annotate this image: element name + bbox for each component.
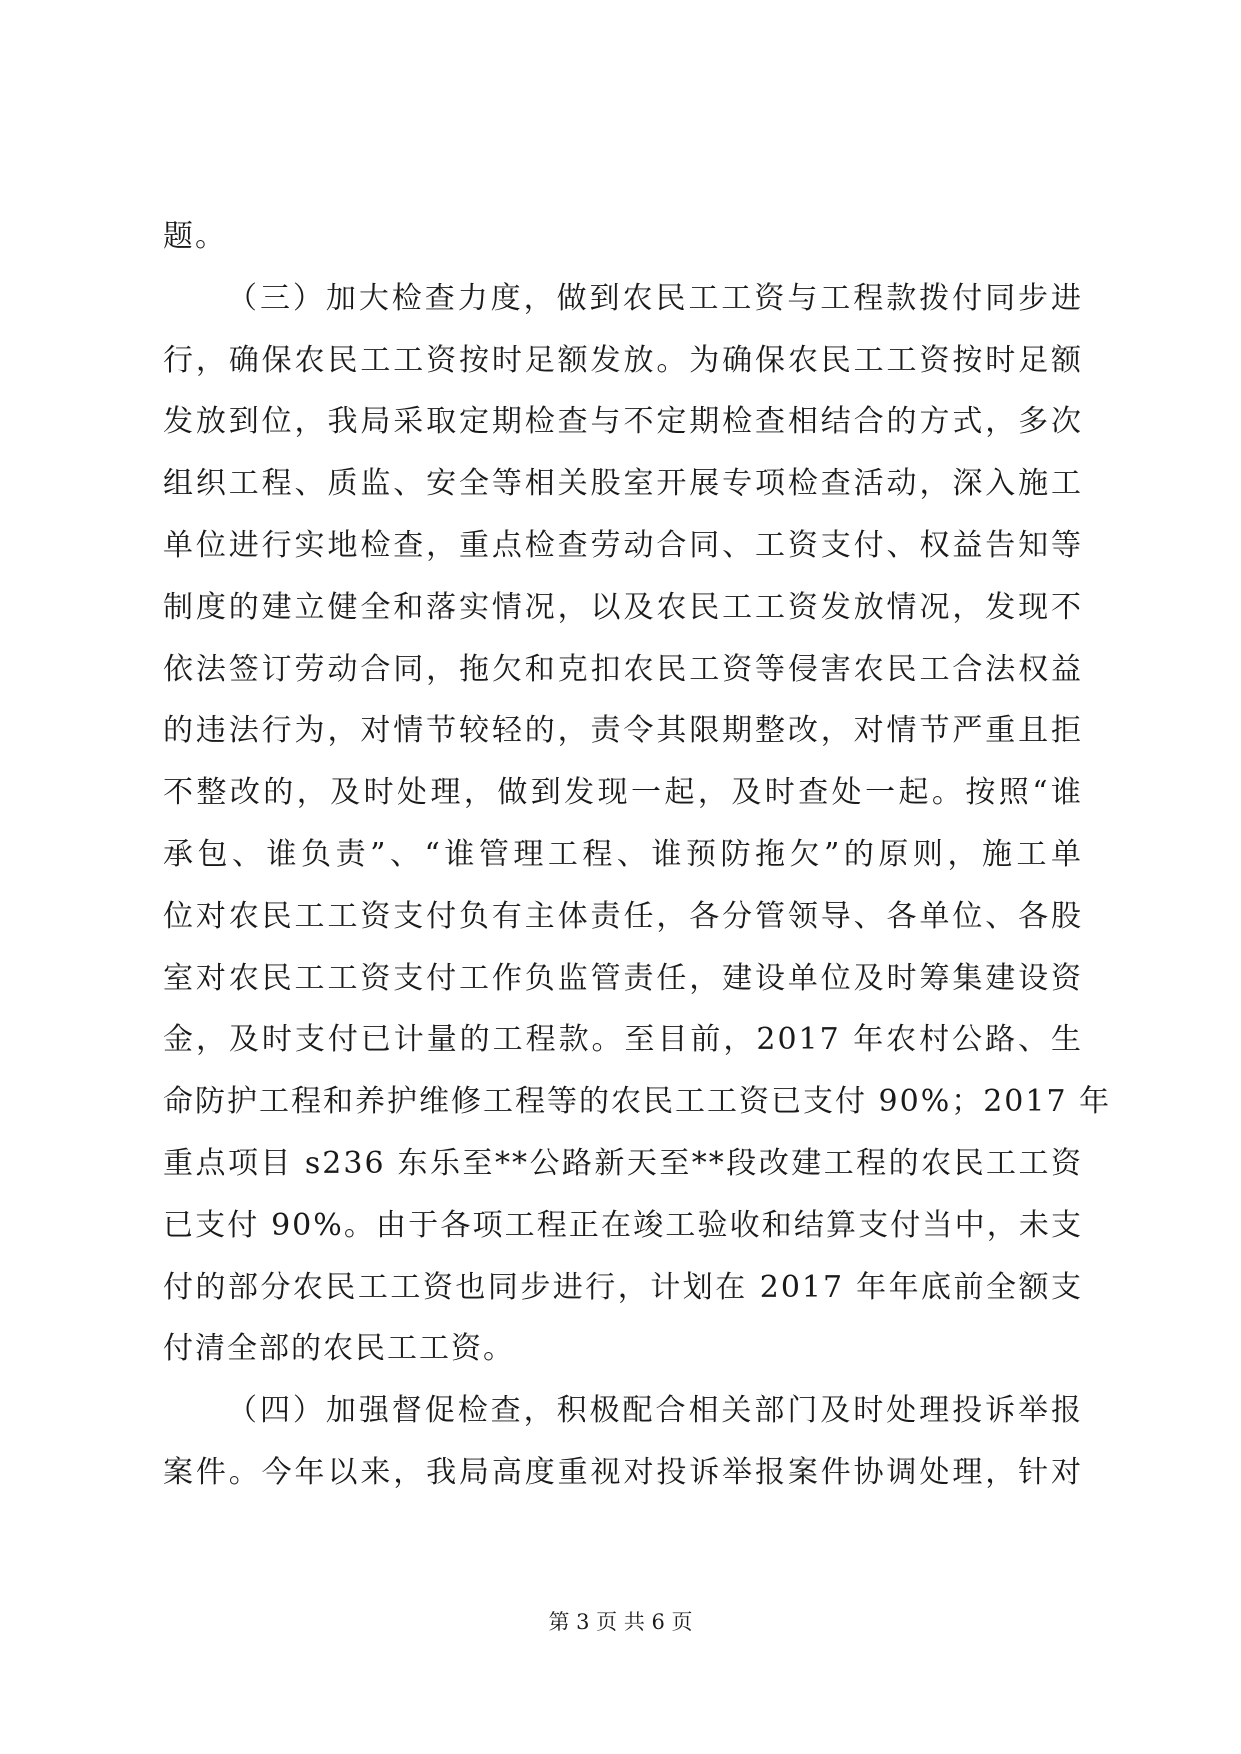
section-heading-line: （三）加大检查力度，做到农民工工资与工程款拨付同步进	[227, 280, 1083, 316]
text-line: 题。	[163, 219, 227, 254]
text-line: 承包、谁负责”、“谁管理工程、谁预防拖欠”的原则，施工单	[163, 836, 1083, 872]
text-line: 付清全部的农民工工资。	[163, 1331, 515, 1367]
text-line: 案件。今年以来，我局高度重视对投诉举报案件协调处理，针对	[163, 1454, 1083, 1490]
section-heading-line: （四）加强督促检查，积极配合相关部门及时处理投诉举报	[227, 1393, 1083, 1429]
text-line: 命防护工程和养护维修工程等的农民工工资已支付 90%；2017 年	[163, 1084, 1112, 1120]
text-line: 单位进行实地检查，重点检查劳动合同、工资支付、权益告知等	[163, 527, 1083, 563]
text-line: 位对农民工工资支付负有主体责任，各分管领导、各单位、各股	[163, 898, 1083, 934]
text-line: 付的部分农民工工资也同步进行，计划在 2017 年年底前全额支	[163, 1269, 1083, 1305]
page-number-footer: 第 3 页 共 6 页	[548, 1610, 693, 1634]
text-line: 重点项目 s236 东乐至**公路新天至**段改建工程的农民工工资	[163, 1145, 1083, 1181]
text-line: 依法签订劳动合同，拖欠和克扣农民工资等侵害农民工合法权益	[163, 651, 1083, 687]
text-line: 不整改的，及时处理，做到发现一起，及时查处一起。按照“谁	[163, 775, 1083, 811]
text-line: 的违法行为，对情节较轻的，责令其限期整改，对情节严重且拒	[163, 713, 1083, 749]
text-line: 已支付 90%。由于各项工程正在竣工验收和结算支付当中，未支	[163, 1207, 1083, 1243]
text-line: 行，确保农民工工资按时足额发放。为确保农民工工资按时足额	[163, 342, 1083, 378]
text-line: 室对农民工工资支付工作负监管责任，建设单位及时筹集建设资	[163, 960, 1083, 996]
text-line: 发放到位，我局采取定期检查与不定期检查相结合的方式，多次	[163, 404, 1083, 440]
text-line: 制度的建立健全和落实情况，以及农民工工资发放情况，发现不	[163, 589, 1083, 625]
text-line: 金，及时支付已计量的工程款。至目前，2017 年农村公路、生	[163, 1022, 1083, 1058]
text-line: 组织工程、质监、安全等相关股室开展专项检查活动，深入施工	[163, 466, 1083, 502]
body-text	[163, 219, 1112, 1520]
